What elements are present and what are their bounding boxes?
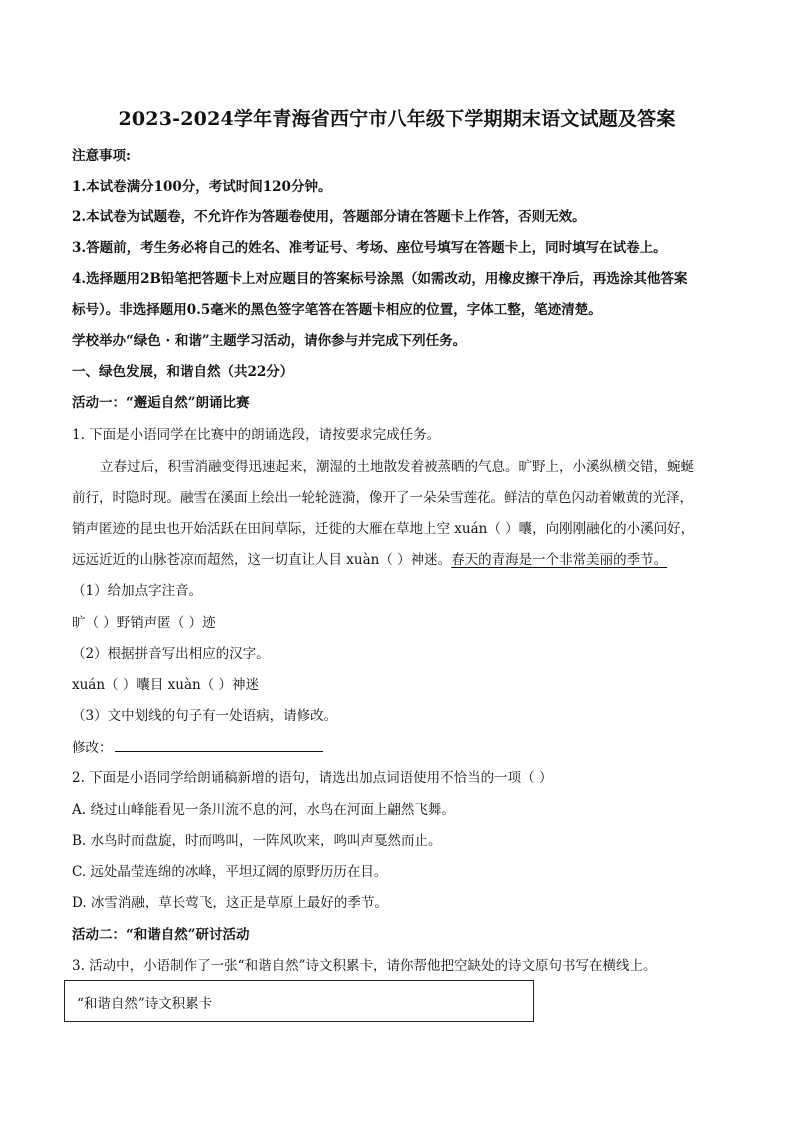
q1-sub1-line: 旷（ ）野销声匿（ ）迹: [72, 615, 216, 631]
q1-sub1: （1）给加点字注音。: [72, 583, 203, 599]
passage-line-2: 前行，时隐时现。融雪在溪面上绘出一轮轮涟漪，像开了一朵朵雪莲花。鲜洁的草色闪动着嫩黄的光泽，: [72, 490, 693, 506]
passage-last-text: 远远近近的山脉苍凉而超然，这一切直让人目 xuàn（ ）神迷。: [72, 552, 452, 568]
q2-option-c: C. 远处晶莹连绵的冰峰，平坦辽阔的原野历历在目。: [72, 864, 388, 880]
section1-heading: 一、绿色发展，和谐自然（共22分）: [72, 364, 294, 380]
q1-sub3: （3）文中划线的句子有一处语病，请修改。: [72, 708, 338, 724]
page-title: 2023-2024学年青海省西宁市八年级下学期期末语文试题及答案: [118, 108, 676, 130]
notice-item-4: 4.选择题用2B铅笔把答题卡上对应题目的答案标号涂黑（如需改动，用橡皮擦干净后，再选涂其他答案: [72, 271, 688, 287]
q2-option-b: B. 水鸟时而盘旋，时而鸣叫，一阵风吹来，鸣叫声戛然而止。: [72, 833, 442, 849]
notice-item-3: 3.答题前，考生务必将自己的姓名、准考证号、考场、座位号填写在答题卡上，同时填写在试卷上。: [72, 240, 667, 256]
notice-heading: 注意事项:: [72, 148, 131, 164]
q3-stem: 3. 活动中，小语制作了一张“和谐自然”诗文积累卡，请你帮他把空缺处的诗文原句书写在横线上。: [72, 958, 657, 974]
activity2-heading: 活动二：“和谐自然”研讨活动: [72, 927, 250, 943]
activity1-heading: 活动一：“邂逅自然”朗诵比赛: [72, 395, 250, 411]
q2-stem: 2. 下面是小语同学给朗诵稿新增的语句，请选出加点词语使用不恰当的一项（ ）: [72, 770, 553, 786]
revise-label: 修改：: [72, 740, 113, 756]
q1-sub2-line: xuán（ ）囔目 xuàn（ ）神迷: [72, 677, 259, 693]
intro-text: 学校举办“绿色 · 和谐”主题学习活动，请你参与并完成下列任务。: [72, 333, 467, 349]
revise-blank[interactable]: [115, 737, 323, 752]
passage-line-3: 销声匿迹的昆虫也开始活跃在田间草际，迁徙的大雁在草地上空 xuán（ ）囔，向刚刚融化的小溪问好，: [72, 521, 695, 537]
revise-line: [72, 737, 323, 758]
notice-item-4-cont: 标号）。非选择题用0.5毫米的黑色签字笔答在答题卡相应的位置，字体工整，笔迹清楚。: [72, 302, 602, 318]
q1-stem: 1. 下面是小语同学在比赛中的朗诵选段，请按要求完成任务。: [72, 427, 441, 443]
underlined-sentence: 春天的青海是一个非常美丽的季节。: [451, 552, 668, 568]
q1-sub2: （2）根据拼音写出相应的汉字。: [72, 646, 270, 662]
poetry-card-title: “和谐自然”诗文积累卡: [77, 996, 213, 1012]
poetry-card: [64, 980, 534, 1022]
q2-option-a: A. 绕过山峰能看见一条川流不息的河，水鸟在河面上翩然飞舞。: [72, 802, 455, 818]
passage-line-4: [72, 550, 667, 570]
notice-item-1: 1.本试卷满分100分，考试时间120分钟。: [72, 179, 332, 195]
q2-option-d: D. 冰雪消融，草长莺飞，这正是草原上最好的季节。: [72, 895, 388, 911]
notice-item-2: 2.本试卷为试题卷，不允许作为答题卷使用，答题部分请在答题卡上作答，否则无效。: [72, 209, 586, 225]
passage-line-1: 立春过后，积雪消融变得迅速起来，潮湿的土地散发着被蒸晒的气息。旷野上，小溪纵横交错，蜿蜒: [100, 459, 694, 475]
